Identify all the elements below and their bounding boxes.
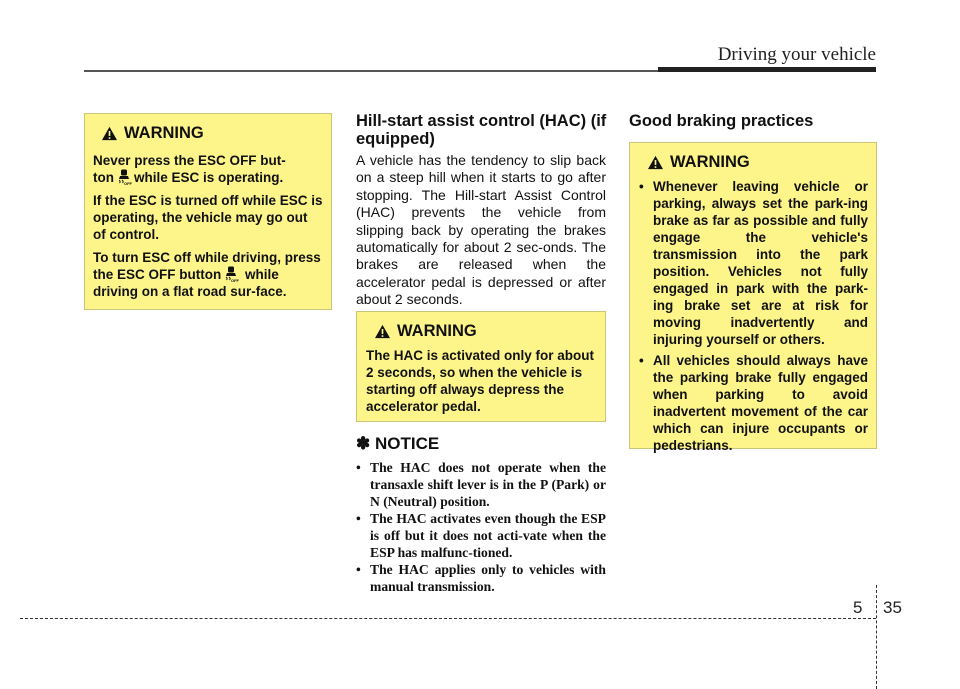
page-header-title: Driving your vehicle: [717, 44, 876, 65]
warning-heading-label: WARNING: [397, 322, 477, 340]
warning-triangle-icon: [101, 126, 118, 141]
warning-paragraph: [93, 249, 323, 300]
warning-heading-label: WARNING: [670, 153, 750, 171]
warning-text: The HAC is activated only for about 2 seconds, so when the vehicle is starting off always depress the accelerator pedal.: [366, 348, 595, 414]
notice-item: • The HAC does not operate when the transaxle shift lever is in the P (Park) or N (Neutral) position.: [356, 459, 606, 510]
warning-box-esc: [84, 113, 332, 310]
warning-text-line: To turn ESC off while driving, press the ESC OFF button: [93, 250, 321, 282]
warning-heading: [647, 153, 868, 172]
svg-text:OFF: OFF: [231, 278, 240, 283]
warning-triangle-icon: [647, 155, 664, 170]
warning-triangle-icon: [374, 324, 391, 339]
warning-text-line: ton: [93, 170, 114, 185]
hac-section-title: Hill-start assist control (HAC) (if equipped): [356, 112, 607, 148]
warning-list-item: • All vehicles should always have the parking brake fully engaged when parking to avoid inadvertent movement of the car which can injure occupants or pedestrians.: [639, 352, 868, 454]
footer-rule: [20, 618, 876, 619]
page-number: 35: [883, 598, 902, 617]
header-rule-accent: [658, 67, 876, 72]
warning-box-hac: [356, 311, 606, 422]
warning-heading: [374, 322, 597, 341]
hac-body-text: A vehicle has the tendency to slip back on a steep hill when it starts to go after stopping. The Hill-start Assist Control (HAC) prevents the vehicle from slipping back by operating the brakes automatically for about 2 sec-onds. The brakes are released when the accelerator pedal is depressed or after about 2 seconds.: [356, 152, 606, 308]
notice-item: • The HAC applies only to vehicles with manual transmission.: [356, 561, 606, 595]
warning-heading-label: WARNING: [124, 124, 204, 142]
esc-off-icon: [224, 266, 238, 282]
warning-box-parking: [629, 142, 877, 453]
warning-paragraph: If the ESC is turned off while ESC is operating, the vehicle may go out of control.: [93, 193, 323, 242]
svg-text:OFF: OFF: [124, 181, 132, 186]
warning-text: [93, 152, 323, 300]
esc-off-icon: [117, 169, 131, 185]
warning-text-line: while driving on a flat road sur-face.: [93, 267, 287, 299]
warning-list: [639, 178, 868, 454]
warning-heading: [101, 124, 323, 143]
chapter-number: 5: [853, 598, 863, 617]
braking-section-title: Good braking practices: [629, 112, 814, 130]
warning-list-item: • Whenever leaving vehicle or parking, always set the park-ing brake as far as possible and fully engage the vehicle's transmission into the park position. Vehicles not fully engaged in park with the park-ing brake set are at risk for moving inadvertently and injuring yourself or others.: [639, 178, 868, 348]
footer-divider: [876, 585, 877, 689]
warning-paragraph: [93, 152, 323, 186]
warning-text-line: while ESC is operating.: [134, 170, 284, 185]
notice-item: • The HAC activates even though the ESP is off but it does not acti-vate when the ESP has malfunc-tioned.: [356, 510, 606, 561]
notice-list: [356, 459, 606, 595]
warning-text-line: Never press the ESC OFF but-: [93, 153, 286, 168]
notice-title: ✽ NOTICE: [356, 434, 440, 453]
